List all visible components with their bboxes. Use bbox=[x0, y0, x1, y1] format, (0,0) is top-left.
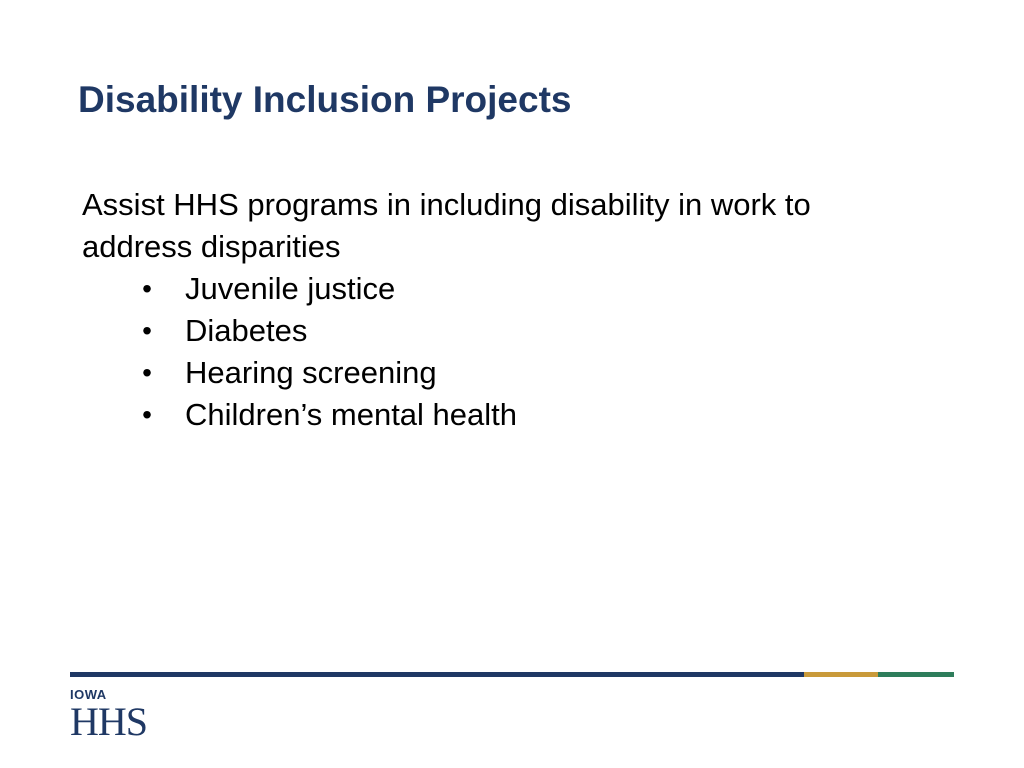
slide-title: Disability Inclusion Projects bbox=[78, 79, 572, 120]
slide-body bbox=[82, 184, 842, 436]
bullet-label: Children’s mental health bbox=[185, 397, 518, 432]
footer-bar-navy bbox=[70, 672, 804, 677]
intro-text: Assist HHS programs in including disability in work to address disparities bbox=[82, 187, 811, 264]
bullet-item-juvenile-justice bbox=[82, 268, 842, 310]
footer-bar-green bbox=[878, 672, 954, 677]
bullet-label: Juvenile justice bbox=[185, 271, 396, 306]
iowa-hhs-logo bbox=[70, 688, 147, 742]
bullet-item-hearing-screening bbox=[82, 352, 842, 394]
bullet-icon: • bbox=[142, 357, 152, 388]
bullet-icon: • bbox=[142, 399, 152, 430]
footer-bar-gold bbox=[804, 672, 878, 677]
bullet-icon: • bbox=[142, 315, 152, 346]
bullet-label: Diabetes bbox=[185, 313, 308, 348]
bullet-item-diabetes bbox=[82, 310, 842, 352]
bullet-list bbox=[82, 268, 842, 436]
bullet-item-childrens-mental-health bbox=[82, 394, 842, 436]
footer-divider bbox=[70, 672, 954, 677]
bullet-icon: • bbox=[142, 273, 152, 304]
logo-iowa-text: IOWA bbox=[70, 687, 107, 702]
logo-hhs-text: HHS bbox=[70, 699, 148, 744]
bullet-label: Hearing screening bbox=[185, 355, 437, 390]
